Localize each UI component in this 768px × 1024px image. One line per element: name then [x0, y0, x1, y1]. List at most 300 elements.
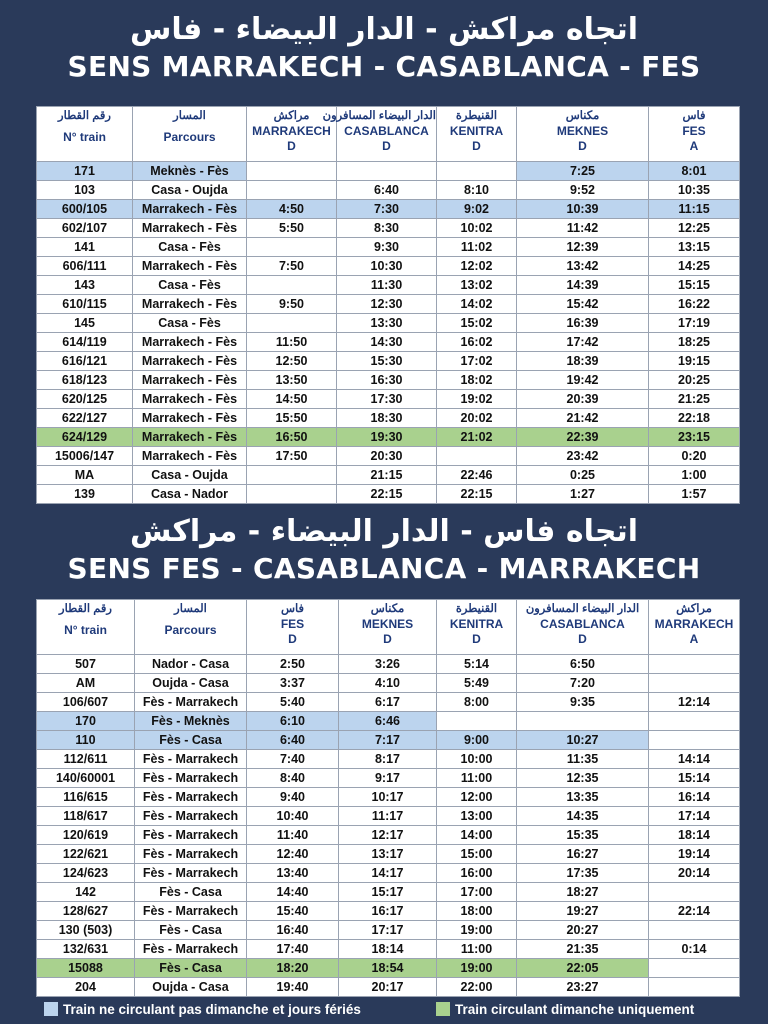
table-row: [37, 864, 740, 883]
time-cell: 19:15: [649, 352, 740, 371]
time-cell: [649, 731, 740, 750]
time-cell: 18:39: [517, 352, 649, 371]
time-cell: 11:30: [337, 276, 437, 295]
time-cell: 7:20: [517, 674, 649, 693]
table-row: [37, 276, 740, 295]
column-header-french: N° train: [64, 623, 107, 637]
time-cell: 16:27: [517, 845, 649, 864]
train-number-cell: 204: [37, 978, 135, 997]
time-cell: 19:42: [517, 371, 649, 390]
time-cell: 4:10: [339, 674, 437, 693]
column-header-french: KENITRA: [449, 617, 504, 631]
train-number-cell: 600/105: [37, 200, 133, 219]
column-header: [437, 600, 517, 655]
time-cell: 14:40: [247, 883, 339, 902]
column-header-arabic: مراكش: [676, 603, 712, 615]
time-cell: 20:30: [337, 447, 437, 466]
time-cell: [337, 162, 437, 181]
section1-title-block: [0, 10, 768, 84]
table-row: [37, 257, 740, 276]
route-cell: Marrakech - Fès: [133, 390, 247, 409]
section2-title-french: SENS FES - CASABLANCA - MARRAKECH: [67, 552, 701, 585]
time-cell: 12:30: [337, 295, 437, 314]
route-cell: Fès - Marrakech: [135, 940, 247, 959]
column-header-arabic: فاس: [682, 110, 706, 122]
train-number-cell: 141: [37, 238, 133, 257]
column-header-french: KENITRA: [449, 124, 504, 138]
time-cell: [437, 447, 517, 466]
time-cell: 2:50: [247, 655, 339, 674]
time-cell: 20:02: [437, 409, 517, 428]
time-cell: 8:17: [339, 750, 437, 769]
time-cell: [247, 276, 337, 295]
section1-title-french: SENS MARRAKECH - CASABLANCA - FES: [67, 50, 701, 83]
column-header-french: N° train: [63, 130, 106, 144]
time-cell: 11:02: [437, 238, 517, 257]
route-cell: Fès - Marrakech: [135, 807, 247, 826]
legend: [44, 1002, 734, 1022]
train-number-cell: 622/127: [37, 409, 133, 428]
time-cell: 22:15: [337, 485, 437, 504]
time-cell: [247, 181, 337, 200]
time-cell: 8:01: [649, 162, 740, 181]
column-header-french: CASABLANCA: [540, 617, 625, 631]
column-header-type: D: [382, 139, 391, 153]
table-row: [37, 295, 740, 314]
table-row: [37, 409, 740, 428]
route-cell: Marrakech - Fès: [133, 257, 247, 276]
time-cell: 16:00: [437, 864, 517, 883]
table-row: [37, 883, 740, 902]
column-header-type: D: [472, 139, 481, 153]
time-cell: 13:15: [649, 238, 740, 257]
time-cell: 9:17: [339, 769, 437, 788]
train-number-cell: 142: [37, 883, 135, 902]
route-cell: Nador - Casa: [135, 655, 247, 674]
route-cell: Fès - Marrakech: [135, 902, 247, 921]
time-cell: 10:00: [437, 750, 517, 769]
train-number-cell: 624/129: [37, 428, 133, 447]
time-cell: 14:00: [437, 826, 517, 845]
train-number-cell: 122/621: [37, 845, 135, 864]
table-row: [37, 940, 740, 959]
route-cell: Meknès - Fès: [133, 162, 247, 181]
route-cell: Fès - Casa: [135, 921, 247, 940]
route-cell: Marrakech - Fès: [133, 447, 247, 466]
column-header-french: CASABLANCA: [344, 124, 429, 138]
time-cell: 10:39: [517, 200, 649, 219]
time-cell: 12:02: [437, 257, 517, 276]
route-cell: Fès - Marrakech: [135, 769, 247, 788]
route-cell: Oujda - Casa: [135, 674, 247, 693]
time-cell: [649, 674, 740, 693]
time-cell: 9:30: [337, 238, 437, 257]
route-cell: Marrakech - Fès: [133, 295, 247, 314]
time-cell: 8:40: [247, 769, 339, 788]
route-cell: Fès - Casa: [135, 959, 247, 978]
time-cell: 21:25: [649, 390, 740, 409]
table-row: [37, 959, 740, 978]
time-cell: 17:14: [649, 807, 740, 826]
train-number-cell: 110: [37, 731, 135, 750]
time-cell: 18:14: [339, 940, 437, 959]
column-header-arabic: مكناس: [370, 603, 405, 615]
time-cell: 14:50: [247, 390, 337, 409]
time-cell: 19:40: [247, 978, 339, 997]
table-row: [37, 750, 740, 769]
train-number-cell: 618/123: [37, 371, 133, 390]
route-cell: Fès - Marrakech: [135, 788, 247, 807]
time-cell: 3:26: [339, 655, 437, 674]
route-cell: Fès - Casa: [135, 731, 247, 750]
column-header-french: FES: [682, 124, 706, 138]
legend-swatch-green: [436, 1002, 450, 1016]
time-cell: [649, 655, 740, 674]
time-cell: 7:40: [247, 750, 339, 769]
time-cell: 8:10: [437, 181, 517, 200]
time-cell: 16:14: [649, 788, 740, 807]
time-cell: 7:17: [339, 731, 437, 750]
time-cell: 7:30: [337, 200, 437, 219]
train-number-cell: 124/623: [37, 864, 135, 883]
time-cell: 11:15: [649, 200, 740, 219]
column-header-french: Parcours: [164, 623, 217, 637]
column-header: [37, 600, 135, 655]
train-number-cell: 139: [37, 485, 133, 504]
time-cell: 21:42: [517, 409, 649, 428]
time-cell: 21:35: [517, 940, 649, 959]
time-cell: 13:40: [247, 864, 339, 883]
train-number-cell: 103: [37, 181, 133, 200]
table-row: [37, 390, 740, 409]
column-header-arabic: الدار البيضاء المسافرون: [525, 603, 640, 615]
time-cell: 18:25: [649, 333, 740, 352]
time-cell: [247, 314, 337, 333]
legend-item-blue: [44, 1002, 361, 1017]
train-number-cell: MA: [37, 466, 133, 485]
time-cell: 11:00: [437, 769, 517, 788]
time-cell: 18:30: [337, 409, 437, 428]
table-row: [37, 238, 740, 257]
time-cell: 5:40: [247, 693, 339, 712]
time-cell: 18:20: [247, 959, 339, 978]
route-cell: Marrakech - Fès: [133, 409, 247, 428]
time-cell: 22:00: [437, 978, 517, 997]
time-cell: 21:15: [337, 466, 437, 485]
time-cell: 17:30: [337, 390, 437, 409]
table-row: [37, 371, 740, 390]
time-cell: 16:02: [437, 333, 517, 352]
legend-item-green: [436, 1002, 694, 1017]
route-cell: Marrakech - Fès: [133, 352, 247, 371]
train-number-cell: 145: [37, 314, 133, 333]
train-number-cell: 128/627: [37, 902, 135, 921]
time-cell: 0:20: [649, 447, 740, 466]
time-cell: 4:50: [247, 200, 337, 219]
time-cell: 14:02: [437, 295, 517, 314]
column-header: [247, 600, 339, 655]
table-header-row: [37, 107, 740, 162]
time-cell: 10:27: [517, 731, 649, 750]
route-cell: Casa - Fès: [133, 276, 247, 295]
column-header-arabic: القنيطرة: [455, 603, 498, 615]
table-row: [37, 902, 740, 921]
time-cell: 14:25: [649, 257, 740, 276]
time-cell: 17:35: [517, 864, 649, 883]
section2-title-block: [0, 512, 768, 586]
table-row: [37, 352, 740, 371]
table-row: [37, 731, 740, 750]
table-row: [37, 769, 740, 788]
time-cell: 22:15: [437, 485, 517, 504]
time-cell: 19:14: [649, 845, 740, 864]
time-cell: 3:37: [247, 674, 339, 693]
column-header-arabic: رقم القطار: [59, 603, 112, 615]
time-cell: 7:25: [517, 162, 649, 181]
time-cell: 5:14: [437, 655, 517, 674]
time-cell: 13:42: [517, 257, 649, 276]
table-row: [37, 333, 740, 352]
train-number-cell: 118/617: [37, 807, 135, 826]
time-cell: 18:00: [437, 902, 517, 921]
train-number-cell: 130 (503): [37, 921, 135, 940]
time-cell: 9:00: [437, 731, 517, 750]
train-number-cell: 507: [37, 655, 135, 674]
time-cell: 0:14: [649, 940, 740, 959]
column-header-arabic: مكناس: [565, 110, 600, 122]
time-cell: 17:19: [649, 314, 740, 333]
table-row: [37, 314, 740, 333]
time-cell: 12:39: [517, 238, 649, 257]
time-cell: 15:14: [649, 769, 740, 788]
time-cell: 15:15: [649, 276, 740, 295]
time-cell: 1:00: [649, 466, 740, 485]
time-cell: 15:02: [437, 314, 517, 333]
time-cell: 16:40: [247, 921, 339, 940]
train-number-cell: 170: [37, 712, 135, 731]
route-cell: Oujda - Casa: [135, 978, 247, 997]
time-cell: 16:50: [247, 428, 337, 447]
column-header: [133, 107, 247, 162]
time-cell: 14:30: [337, 333, 437, 352]
time-cell: 8:30: [337, 219, 437, 238]
table-header-row: [37, 600, 740, 655]
time-cell: 17:42: [517, 333, 649, 352]
time-cell: 1:57: [649, 485, 740, 504]
time-cell: 6:10: [247, 712, 339, 731]
column-header-french: MARRAKECH: [252, 124, 331, 138]
table-row: [37, 921, 740, 940]
column-header-french: Parcours: [163, 130, 216, 144]
table-row: [37, 655, 740, 674]
column-header-type: A: [689, 632, 699, 646]
column-header-french: MEKNES: [361, 617, 414, 631]
time-cell: 11:42: [517, 219, 649, 238]
time-cell: 15:50: [247, 409, 337, 428]
route-cell: Casa - Fès: [133, 314, 247, 333]
time-cell: 6:50: [517, 655, 649, 674]
column-header-arabic: المسار: [174, 603, 207, 615]
time-cell: 12:25: [649, 219, 740, 238]
time-cell: 10:35: [649, 181, 740, 200]
train-number-cell: 15088: [37, 959, 135, 978]
time-cell: 14:35: [517, 807, 649, 826]
time-cell: 20:17: [339, 978, 437, 997]
time-cell: 18:54: [339, 959, 437, 978]
time-cell: 15:35: [517, 826, 649, 845]
time-cell: 14:14: [649, 750, 740, 769]
table-row: [37, 845, 740, 864]
table-row: [37, 181, 740, 200]
time-cell: 11:40: [247, 826, 339, 845]
legend-swatch-blue: [44, 1002, 58, 1016]
time-cell: 13:50: [247, 371, 337, 390]
route-cell: Fès - Marrakech: [135, 693, 247, 712]
time-cell: 11:35: [517, 750, 649, 769]
route-cell: Fès - Marrakech: [135, 845, 247, 864]
time-cell: 13:17: [339, 845, 437, 864]
time-cell: 10:30: [337, 257, 437, 276]
time-cell: 9:40: [247, 788, 339, 807]
train-number-cell: 620/125: [37, 390, 133, 409]
route-cell: Casa - Oujda: [133, 466, 247, 485]
time-cell: 5:49: [437, 674, 517, 693]
column-header-arabic: الدار البيضاء المسافرون: [322, 110, 436, 122]
time-cell: [517, 712, 649, 731]
column-header-french: MEKNES: [556, 124, 609, 138]
column-header-arabic: رقم القطار: [58, 110, 111, 122]
time-cell: 16:30: [337, 371, 437, 390]
time-cell: 19:02: [437, 390, 517, 409]
time-cell: 5:50: [247, 219, 337, 238]
time-cell: 10:40: [247, 807, 339, 826]
time-cell: 20:39: [517, 390, 649, 409]
time-cell: 15:42: [517, 295, 649, 314]
table-row: [37, 826, 740, 845]
time-cell: 16:39: [517, 314, 649, 333]
column-header: [649, 600, 740, 655]
table-row: [37, 978, 740, 997]
time-cell: 6:40: [337, 181, 437, 200]
time-cell: 11:50: [247, 333, 337, 352]
section2-title-arabic: اتجاه فاس - الدار البيضاء - مراكش: [129, 514, 639, 549]
time-cell: 20:27: [517, 921, 649, 940]
time-cell: [247, 466, 337, 485]
time-cell: [649, 883, 740, 902]
train-number-cell: 140/60001: [37, 769, 135, 788]
time-cell: 9:35: [517, 693, 649, 712]
column-header-arabic: المسار: [173, 110, 206, 122]
time-cell: 9:52: [517, 181, 649, 200]
column-header-type: D: [287, 139, 296, 153]
time-cell: 13:30: [337, 314, 437, 333]
route-cell: Fès - Marrakech: [135, 750, 247, 769]
time-cell: 15:17: [339, 883, 437, 902]
train-number-cell: 606/111: [37, 257, 133, 276]
column-header: [37, 107, 133, 162]
timetable-fes-casablanca-marrakech: [36, 599, 740, 997]
train-number-cell: 15006/147: [37, 447, 133, 466]
time-cell: 19:00: [437, 921, 517, 940]
column-header-arabic: فاس: [280, 603, 305, 615]
time-cell: 18:02: [437, 371, 517, 390]
time-cell: [247, 238, 337, 257]
train-number-cell: 120/619: [37, 826, 135, 845]
time-cell: 16:22: [649, 295, 740, 314]
column-header-type: D: [578, 632, 587, 646]
time-cell: 18:14: [649, 826, 740, 845]
table-row: [37, 466, 740, 485]
time-cell: [247, 485, 337, 504]
route-cell: Fès - Marrakech: [135, 826, 247, 845]
time-cell: [247, 162, 337, 181]
column-header: [517, 107, 649, 162]
time-cell: 14:39: [517, 276, 649, 295]
time-cell: 22:46: [437, 466, 517, 485]
column-header-french: FES: [280, 617, 305, 631]
column-header: [649, 107, 740, 162]
time-cell: 23:15: [649, 428, 740, 447]
train-number-cell: 614/119: [37, 333, 133, 352]
table-row: [37, 807, 740, 826]
time-cell: 13:35: [517, 788, 649, 807]
time-cell: 7:50: [247, 257, 337, 276]
table-row: [37, 162, 740, 181]
time-cell: 10:17: [339, 788, 437, 807]
route-cell: Marrakech - Fès: [133, 428, 247, 447]
route-cell: Casa - Nador: [133, 485, 247, 504]
time-cell: 12:17: [339, 826, 437, 845]
route-cell: Fès - Casa: [135, 883, 247, 902]
time-cell: 17:50: [247, 447, 337, 466]
train-number-cell: 132/631: [37, 940, 135, 959]
column-header-type: D: [578, 139, 587, 153]
legend-label-blue: Train ne circulant pas dimanche et jours fériés: [63, 1002, 361, 1017]
column-header: [135, 600, 247, 655]
time-cell: 13:02: [437, 276, 517, 295]
time-cell: 15:00: [437, 845, 517, 864]
time-cell: 12:14: [649, 693, 740, 712]
train-number-cell: 616/121: [37, 352, 133, 371]
time-cell: 6:17: [339, 693, 437, 712]
route-cell: Marrakech - Fès: [133, 371, 247, 390]
train-number-cell: 116/615: [37, 788, 135, 807]
time-cell: 12:50: [247, 352, 337, 371]
route-cell: Casa - Oujda: [133, 181, 247, 200]
time-cell: [437, 162, 517, 181]
time-cell: 9:50: [247, 295, 337, 314]
column-header-type: D: [383, 632, 392, 646]
column-header: [322, 107, 437, 162]
column-header-type: D: [472, 632, 481, 646]
train-number-cell: 143: [37, 276, 133, 295]
route-cell: Marrakech - Fès: [133, 219, 247, 238]
train-number-cell: 112/611: [37, 750, 135, 769]
column-header-type: D: [288, 632, 297, 646]
table-row: [37, 447, 740, 466]
table-row: [37, 485, 740, 504]
route-cell: Fès - Marrakech: [135, 864, 247, 883]
table-row: [37, 200, 740, 219]
time-cell: 6:40: [247, 731, 339, 750]
time-cell: 17:00: [437, 883, 517, 902]
time-cell: 20:14: [649, 864, 740, 883]
table-row: [37, 674, 740, 693]
time-cell: 22:05: [517, 959, 649, 978]
legend-label-green: Train circulant dimanche uniquement: [455, 1002, 695, 1017]
time-cell: 1:27: [517, 485, 649, 504]
time-cell: 22:14: [649, 902, 740, 921]
